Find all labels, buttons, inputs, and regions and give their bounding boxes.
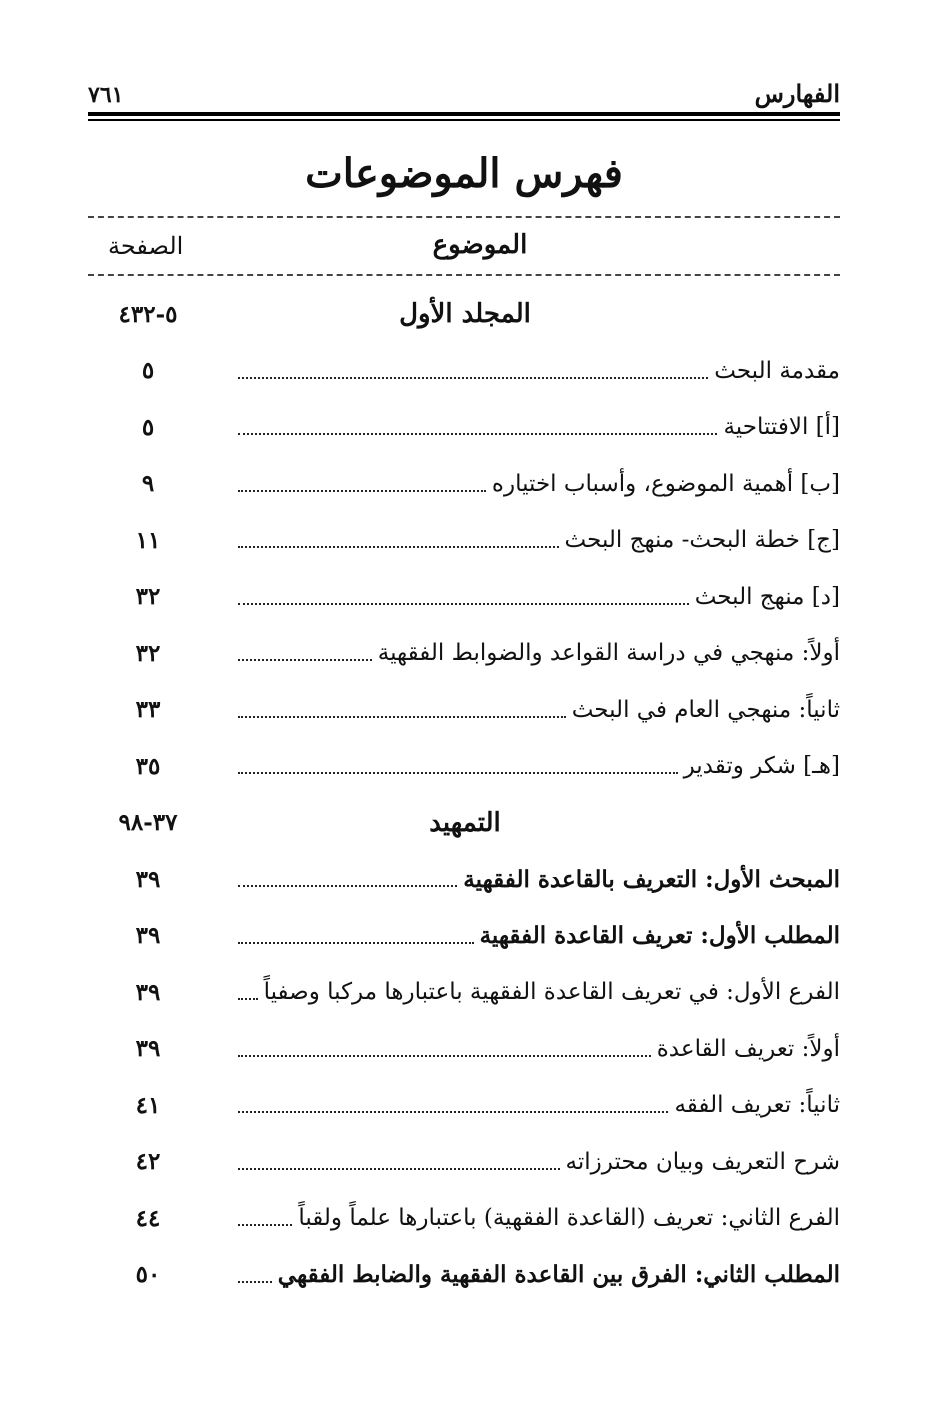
toc-entry-title: [أ] الافتتاحية	[723, 414, 840, 441]
toc-entry-title: [ب] أهمية الموضوع، وأسباب اختياره	[491, 470, 840, 497]
toc-entry	[88, 851, 840, 908]
dot-leader	[238, 1224, 292, 1226]
toc-page-ref: ٣٩	[135, 1035, 161, 1063]
toc-entry-title: الفرع الأول: في تعريف القاعدة الفقهية باعتبارها مركبا وصفياً	[263, 979, 840, 1006]
toc-entry-title: الفرع الثاني: تعريف (القاعدة الفقهية) باعتبارها علماً ولقباً	[298, 1205, 840, 1232]
dot-leader	[238, 603, 689, 605]
toc-page-ref: ٣٧-٩٨	[118, 809, 178, 837]
toc-entry-title: المبحث الأول: التعريف بالقاعدة الفقهية	[463, 865, 840, 893]
dot-leader	[238, 942, 474, 944]
toc-section-heading	[88, 795, 840, 852]
toc-page-ref: ٤٢	[135, 1148, 161, 1176]
dot-leader	[238, 885, 457, 887]
toc-entry-title: المطلب الأول: تعريف القاعدة الفقهية	[479, 922, 840, 950]
toc-entry	[88, 456, 840, 513]
page-title: فهرس الموضوعات	[305, 150, 623, 197]
toc-entry	[88, 1077, 840, 1134]
dot-leader	[238, 1055, 651, 1057]
toc-page-ref: ٥	[141, 357, 155, 385]
dot-leader	[238, 1168, 560, 1170]
page-number: ٧٦١	[88, 82, 124, 108]
column-page: الصفحة	[108, 232, 184, 260]
toc-entry-title: أولاً: تعريف القاعدة	[656, 1035, 840, 1062]
toc-page-ref: ٣٣	[135, 696, 161, 724]
toc-entry	[88, 1021, 840, 1078]
toc-entry	[88, 964, 840, 1021]
running-header	[88, 68, 840, 108]
toc-entry-title: التمهيد	[429, 807, 501, 838]
dot-leader	[238, 716, 566, 718]
toc-page-ref: ٥	[141, 413, 155, 441]
toc-entry	[88, 399, 840, 456]
dot-leader	[238, 772, 678, 774]
toc-page-ref: ٩	[141, 470, 155, 498]
dot-leader	[238, 1281, 272, 1283]
toc-entry	[88, 738, 840, 795]
dot-leader	[238, 490, 486, 492]
dashed-divider-bottom	[88, 274, 840, 276]
dot-leader	[238, 433, 717, 435]
toc-entry-title: مقدمة البحث	[714, 357, 840, 384]
toc-entry-title: [د] منهج البحث	[694, 583, 840, 610]
toc-entry-title: أولاً: منهجي في دراسة القواعد والضوابط الفقهية	[377, 640, 840, 667]
toc-section-heading	[88, 286, 840, 343]
column-topic: الموضوع	[432, 230, 528, 260]
toc-entry-title: [هـ] شكر وتقدير	[683, 753, 840, 780]
toc-entry-title: [ج] خطة البحث- منهج البحث	[564, 527, 840, 554]
header-rule-thick	[88, 112, 840, 116]
toc-page-ref: ٣٩	[135, 978, 161, 1006]
toc-page-ref: ٤١	[135, 1091, 161, 1119]
toc-page-ref: ٣٩	[135, 865, 161, 893]
toc-page-ref: ٣٩	[135, 922, 161, 950]
toc-entry	[88, 512, 840, 569]
toc-entry	[88, 1134, 840, 1191]
toc-page-ref: ٤٤	[135, 1204, 161, 1232]
dot-leader	[238, 659, 372, 661]
toc-page-ref: ٥٠	[135, 1261, 161, 1289]
toc-entry	[88, 625, 840, 682]
toc-entry-title: المطلب الثاني: الفرق بين القاعدة الفقهية والضابط الفقهي	[277, 1261, 840, 1289]
toc-page-ref: ٣٥	[135, 752, 161, 780]
header-rule-thin	[88, 119, 840, 121]
toc-entry-title: ثانياً: منهجي العام في البحث	[571, 696, 840, 723]
dot-leader	[238, 998, 258, 1000]
toc-entry	[88, 682, 840, 739]
toc-entry-title: المجلد الأول	[399, 299, 531, 330]
toc-entry	[88, 343, 840, 400]
index-page	[88, 0, 840, 1407]
toc-entry	[88, 1190, 840, 1247]
dot-leader	[238, 377, 708, 379]
toc-entry	[88, 908, 840, 965]
toc-page-ref: ٥-٤٣٢	[118, 300, 178, 328]
toc-entry	[88, 1247, 840, 1304]
column-headers	[88, 226, 840, 270]
toc-page-ref: ١١	[135, 526, 161, 554]
toc-page-ref: ٣٢	[135, 639, 161, 667]
section-name: الفهارس	[754, 79, 840, 108]
dot-leader	[238, 1111, 668, 1113]
dashed-divider-top	[88, 216, 840, 218]
dot-leader	[238, 546, 559, 548]
toc-page-ref: ٣٢	[135, 583, 161, 611]
toc-entry-title: شرح التعريف وبيان محترزاته	[565, 1148, 840, 1175]
toc-entry	[88, 569, 840, 626]
toc-entry-title: ثانياً: تعريف الفقه	[674, 1092, 840, 1119]
toc-list	[88, 286, 840, 1303]
